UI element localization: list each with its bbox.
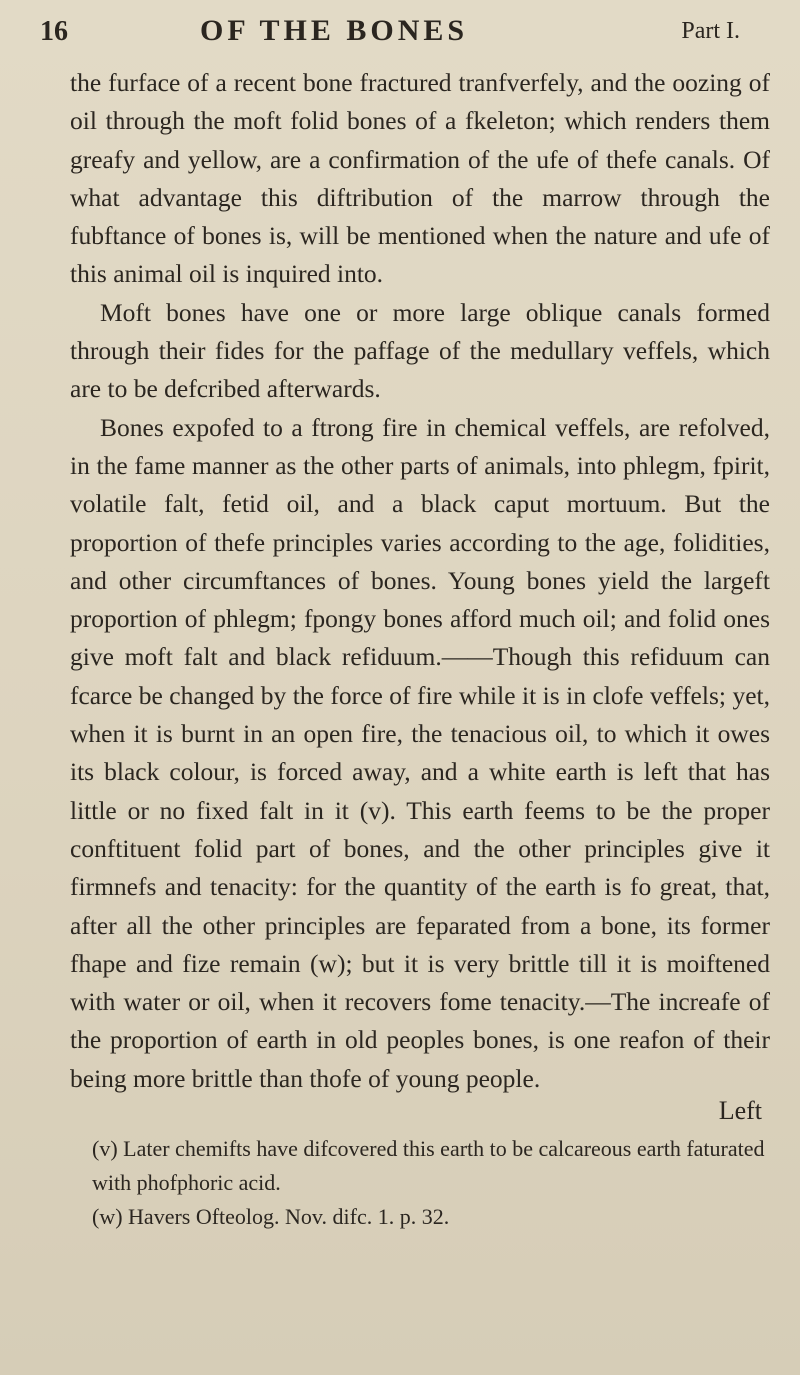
- part-label: Part I.: [681, 18, 740, 44]
- paragraph-chemical-analysis: Bones expofed to a ftrong fire in chemical veffels, are refolved, in the fame manner as the other parts of animals, into phlegm, fpirit, volatile falt, fetid oil, and a black caput mortuum. But the proportion of thefe principles varies according to the age, folidities, and other circumftances of bones. Young bones yield the largeft proportion of phlegm; fpongy bones afford much oil; and folid ones give moft falt and black refiduum.——Though this refiduum can fcarce be changed by the force of fire while it is in clofe veffels; yet, when it is burnt in an open fire, the tenacious oil, to which it owes its black colour, is forced away, and a white earth is left that has little or no fixed falt in it (v). This earth feems to be the proper conftituent folid part of bones, and the other principles give it firmnefs and tenacity: for the quantity of the earth is fo great, that, after all the other principles are feparated from a bone, its former fhape and fize remain (w); but it is very brittle till it is moiftened with water or oil, when it recovers fome tenacity.—The increafe of the proportion of earth in old peoples bones, is one reafon of their being more brittle than thofe of young people.: [70, 412, 770, 1093]
- footnotes: [92, 1132, 772, 1234]
- paragraph-oblique-canals: Moft bones have one or more large oblique canals formed through their fides for the paffage of the medullary veffels, which are to be defcribed afterwards.: [70, 297, 770, 404]
- body-text: [70, 64, 770, 1098]
- page-number: 16: [40, 16, 68, 47]
- page-header: [40, 10, 780, 58]
- paragraph-continued: the furface of a recent bone fractured tranfverfely, and the oozing of oil through the moft folid bones of a fkeleton; which renders them greafy and yellow, are a confirmation of the ufe of thefe canals. Of what advantage this diftribution of the marrow through the fubftance of bones is, will be mentioned when the nature and ufe of this animal oil is inquired into.: [70, 68, 770, 289]
- running-title: OF THE BONES: [200, 14, 469, 47]
- catchword: Left: [718, 1096, 762, 1125]
- footnote-w: (w) Havers Ofteolog. Nov. difc. 1. p. 32.: [92, 1204, 450, 1229]
- footnote-v: (v) Later chemifts have difcovered this earth to be calcareous earth faturated with phofphoric acid.: [92, 1136, 765, 1195]
